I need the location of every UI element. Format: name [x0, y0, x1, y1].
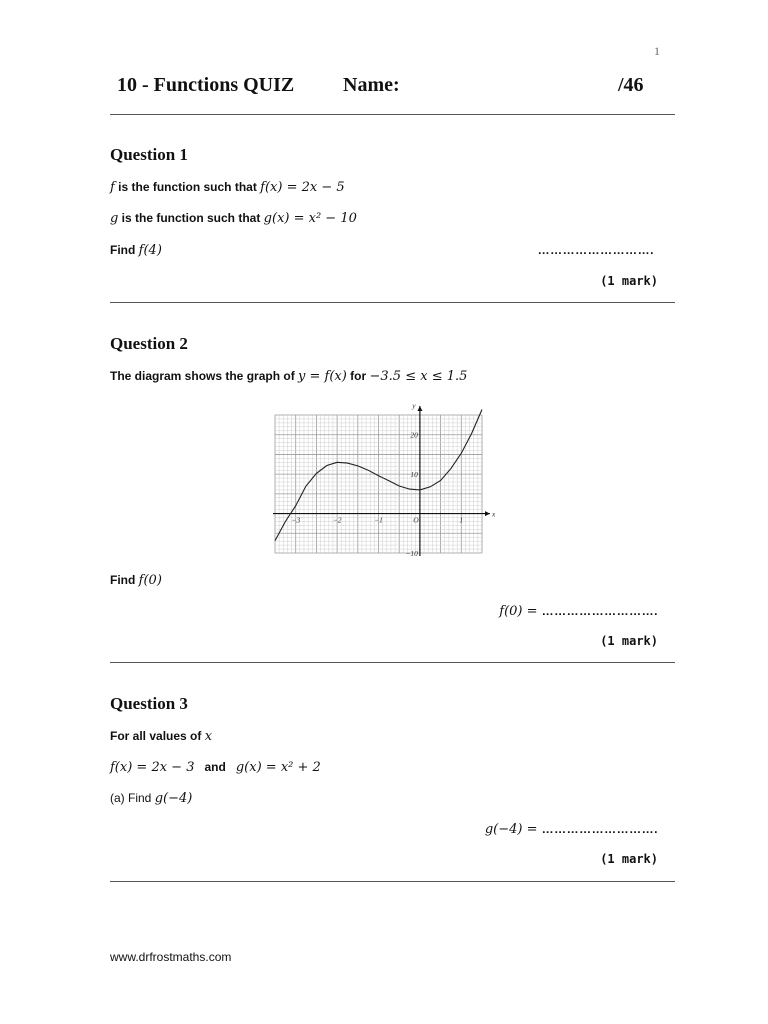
question-3-divider: [110, 881, 675, 882]
x-axis-label: x: [492, 509, 496, 519]
question-1-find: Find f(4): [110, 243, 162, 258]
question-1-divider: [110, 302, 675, 303]
x-axis-arrow: [485, 511, 490, 516]
name-label: Name:: [343, 74, 400, 96]
question-3-marks: (1 mark): [600, 852, 658, 866]
question-1-answer-line[interactable]: ……………………….: [537, 243, 654, 257]
x-tick-label: −2: [332, 515, 342, 525]
page-number: 1: [654, 44, 660, 58]
x-tick-label: −3: [291, 515, 301, 525]
graph-grid: [275, 415, 482, 553]
question-2-marks: (1 mark): [600, 634, 658, 648]
question-3-title: Question 3: [110, 694, 188, 713]
x-tick-label: O: [413, 515, 419, 525]
quiz-title: 10 - Functions QUIZ: [117, 74, 295, 96]
question-1-line-2: g is the function such that g(x) = x² − 10: [110, 211, 357, 226]
y-axis-arrow: [417, 406, 422, 411]
question-2-intro: The diagram shows the graph of y = f(x) for −3.5 ≤ x ≤ 1.5: [110, 369, 468, 384]
function-graph: [265, 400, 505, 565]
y-tick-label: −10: [405, 549, 418, 558]
question-3-part-a: (a) Find g(−4): [110, 791, 193, 806]
total-marks: /46: [618, 74, 644, 96]
y-axis-label: y: [412, 401, 416, 410]
y-tick-label: 20: [410, 430, 418, 440]
question-2-find: Find f(0): [110, 573, 162, 588]
question-3-intro: For all values of x: [110, 729, 213, 744]
question-1-title: Question 1: [110, 145, 188, 164]
question-3-definitions: f(x) = 2x − 3 and g(x) = x² + 2: [110, 760, 321, 775]
question-2-divider: [110, 662, 675, 663]
question-3-answer-line[interactable]: g(−4) = ……………………….: [484, 822, 658, 837]
footer-url[interactable]: www.drfrostmaths.com: [110, 950, 232, 964]
question-2-title: Question 2: [110, 334, 188, 353]
x-tick-label: 1: [459, 515, 464, 525]
question-1-marks: (1 mark): [600, 274, 658, 288]
x-tick-label: −1: [374, 515, 383, 525]
header-divider: [110, 114, 675, 115]
y-tick-label: 10: [410, 470, 418, 480]
question-2-answer-line[interactable]: f(0) = ……………………….: [499, 604, 658, 619]
question-1-line-1: f is the function such that f(x) = 2x − 5: [110, 180, 345, 195]
